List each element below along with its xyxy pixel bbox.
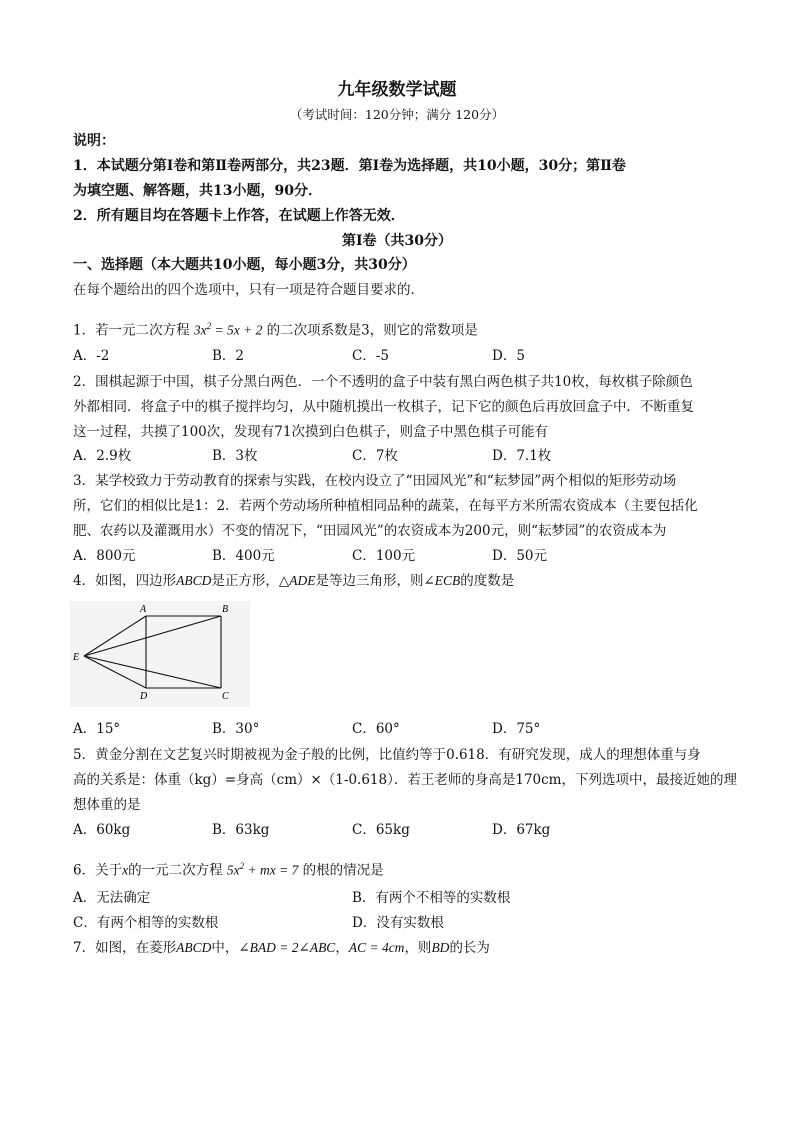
q4-math-3: ECB — [434, 573, 461, 588]
q3-option-c[interactable]: C．100元 — [352, 548, 416, 564]
q5-line-3: 想体重的是 — [73, 797, 141, 813]
q3-line-2: 所，它们的相似比是1：2．若两个劳动场所种植相同品种的蔬菜，在每平方米所需农资成本（主要包括化 — [73, 498, 698, 514]
q1-option-b[interactable]: B．2 — [212, 348, 245, 364]
section-heading: 一、选择题（本大题共10小题，每小题3分，共30分） — [73, 257, 416, 273]
question-4 — [73, 572, 514, 590]
q2-line-1: 2．围棋起源于中国，棋子分黑白两色．一个不透明的盒子中装有黑白两色棋子共10枚，每枚棋子除颜色 — [73, 374, 693, 390]
section-title: 第Ⅰ卷（共30分） — [341, 233, 453, 249]
q1-option-d[interactable]: D．5 — [492, 348, 525, 364]
q6-equation-b: + mx = 7 — [244, 862, 299, 878]
question-1 — [73, 317, 478, 340]
q5-option-d[interactable]: D．67kg — [492, 822, 551, 838]
q1-equation-a: 3x — [193, 322, 207, 338]
q3-line-1: 3．某学校致力于劳动教育的探索与实践，在校内设立了“田园风光”和“耘梦园”两个相似的矩形劳动场 — [73, 473, 677, 489]
q4-suffix: 的度数是 — [460, 573, 515, 589]
exam-info: （考试时间：120分钟；满分 120分） — [289, 107, 505, 122]
q6-suffix: 的根的情况是 — [298, 862, 384, 879]
q6-option-a[interactable]: A．无法确定 — [73, 890, 151, 906]
notes-line-1b: 为填空题、解答题，共13小题，90分． — [73, 183, 322, 199]
q5-line-1: 5．黄金分割在文艺复兴时期被视为金子般的比例，比值约等于0.618．有研究发现，成人的理想体重与身 — [73, 747, 701, 763]
q2-line-3: 这一过程，共摸了100次，发现有71次摸到白色棋子，则盒子中黑色棋子可能有 — [73, 424, 548, 440]
q7-equation-1: ∠BAD = 2∠ABC — [238, 940, 336, 955]
q7-equation-2: AC = 4cm — [348, 940, 405, 955]
q7-mid-1: 中， — [211, 940, 239, 956]
point-label-b: B — [222, 604, 229, 615]
q7-prefix: 7．如图，在菱形 — [73, 940, 177, 956]
q7-math-2: BD — [431, 940, 450, 955]
q4-option-a[interactable]: A．15° — [73, 721, 121, 737]
q4-option-d[interactable]: D．75° — [492, 721, 541, 737]
q4-figure — [70, 601, 250, 707]
q4-prefix: 4．如图，四边形 — [73, 573, 177, 589]
q4-option-b[interactable]: B．30° — [212, 721, 260, 737]
notes-line-1a: 1．本试题分第Ⅰ卷和第Ⅱ卷两部分，共23题．第Ⅰ卷为选择题，共10小题，30分；第Ⅱ卷 — [73, 158, 626, 174]
q6-equation-a: 5x — [226, 862, 240, 878]
q4-mid-2: 是等边三角形，则∠ — [315, 573, 435, 589]
q6-option-b[interactable]: B．有两个不相等的实数根 — [352, 890, 511, 906]
q2-line-2: 外都相同．将盒子中的棋子搅拌均匀，从中随机摸出一枚棋子，记下它的颜色后再放回盒子中．不断重复 — [73, 399, 694, 415]
notes-line-2: 2．所有题目均在答题卡上作答，在试题上作答无效． — [73, 208, 405, 224]
q6-equation-exp: 2 — [239, 861, 245, 871]
question-7 — [73, 939, 490, 957]
q4-math-1: ABCD — [176, 573, 212, 588]
point-label-a: A — [140, 604, 147, 615]
q1-option-a[interactable]: A．-2 — [73, 348, 110, 364]
q7-mid-3: ，则 — [404, 940, 432, 956]
q6-mid: 的一元二次方程 — [128, 862, 227, 879]
q4-mid-1: 是正方形，△ — [211, 573, 290, 589]
q1-prefix: 1．若一元二次方程 — [73, 322, 194, 339]
q5-line-2: 高的关系是：体重（kg）=身高（cm）×（1-0.618）．若王老师的身高是170cm，下列选项中，最接近她的理 — [73, 772, 737, 788]
q6-option-c[interactable]: C．有两个相等的实数根 — [73, 915, 219, 931]
notes-label: 说明： — [73, 133, 115, 149]
q6-prefix: 6．关于 — [73, 862, 123, 879]
q1-option-c[interactable]: C．-5 — [352, 348, 389, 364]
q3-option-d[interactable]: D．50元 — [492, 548, 548, 564]
q6-option-d[interactable]: D．没有实数根 — [352, 915, 444, 931]
q1-equation-exp: 2 — [206, 321, 212, 331]
q2-option-d[interactable]: D．7.1枚 — [492, 448, 552, 464]
q5-option-b[interactable]: B．63kg — [212, 822, 270, 838]
q7-mid-2: ， — [335, 940, 349, 956]
question-6 — [73, 857, 384, 880]
q2-option-b[interactable]: B．3枚 — [212, 448, 258, 464]
q1-suffix: 的二次项系数是3，则它的常数项是 — [262, 322, 478, 339]
q2-option-a[interactable]: A．2.9枚 — [73, 448, 132, 464]
q7-math-1: ABCD — [176, 940, 212, 955]
page-title: 九年级数学试题 — [337, 80, 457, 100]
q5-option-c[interactable]: C．65kg — [352, 822, 410, 838]
q4-math-2: ADE — [289, 573, 316, 588]
q5-option-a[interactable]: A．60kg — [73, 822, 131, 838]
q1-equation-b: = 5x + 2 — [211, 322, 263, 338]
q3-option-b[interactable]: B．400元 — [212, 548, 275, 564]
section-instruction: 在每个题给出的四个选项中，只有一项是符合题目要求的． — [73, 282, 424, 298]
q4-option-c[interactable]: C．60° — [352, 721, 400, 737]
point-label-d: D — [140, 691, 148, 702]
q7-suffix: 的长为 — [449, 940, 490, 956]
point-label-e: E — [73, 652, 80, 663]
q3-line-3: 肥、农药以及灌溉用水）不变的情况下，“田园风光”的农资成本为200元，则“耘梦园”的农资成本为 — [73, 523, 667, 539]
q3-option-a[interactable]: A．800元 — [73, 548, 136, 564]
point-label-c: C — [222, 691, 229, 702]
q6-var: x — [122, 862, 129, 878]
q2-option-c[interactable]: C．7枚 — [352, 448, 398, 464]
